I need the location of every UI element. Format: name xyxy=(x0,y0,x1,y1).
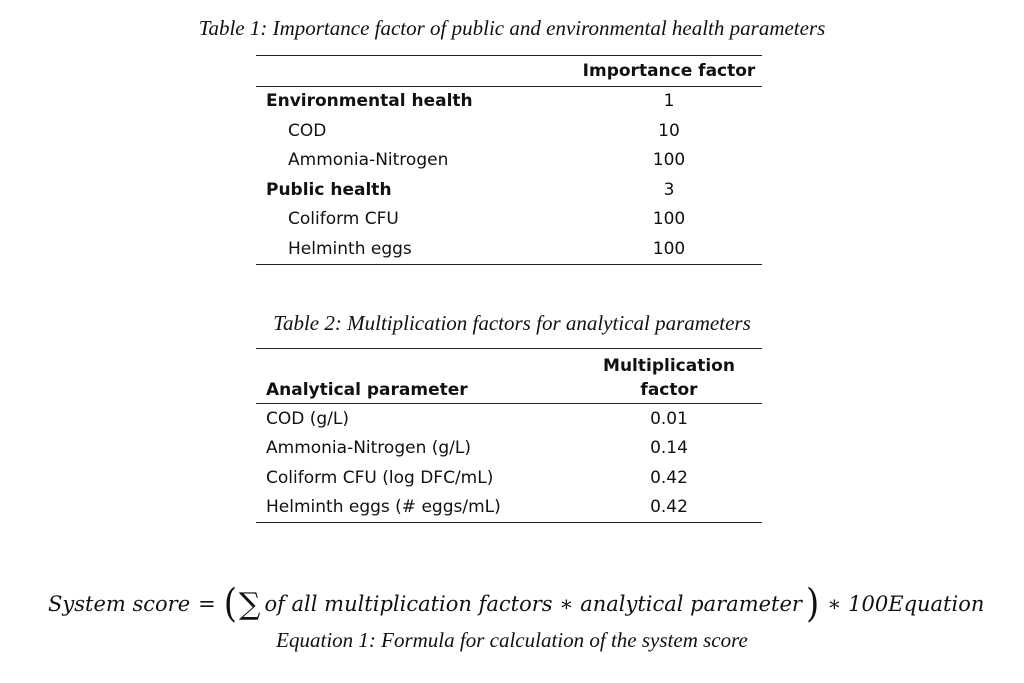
open-paren: ( xyxy=(223,581,238,627)
table-row xyxy=(256,205,762,235)
table-row xyxy=(256,116,762,146)
header-importance-factor: Importance factor xyxy=(582,60,756,81)
header-label-cell xyxy=(256,56,576,87)
multiplication-factor-table xyxy=(256,348,762,523)
header-factor: factor xyxy=(640,379,698,400)
row-value: 3 xyxy=(663,179,675,200)
equals-sign: = xyxy=(198,592,216,616)
header-multiplication: Multiplication xyxy=(603,356,735,376)
system-score-equation xyxy=(48,582,984,626)
row-label: Helminth eggs xyxy=(288,238,412,259)
row-label: Coliform CFU (log DFC/mL) xyxy=(266,467,494,488)
row-value: 100 xyxy=(652,209,686,230)
table-row xyxy=(256,463,762,493)
table-header-row xyxy=(256,56,762,87)
row-value: 100 xyxy=(652,238,686,259)
table-row xyxy=(256,493,762,523)
row-label: Helminth eggs (# eggs/mL) xyxy=(266,497,501,518)
table-row xyxy=(256,175,762,205)
row-label: COD xyxy=(288,120,327,141)
row-label: Public health xyxy=(266,179,392,200)
table-row xyxy=(256,404,762,434)
importance-factor-table xyxy=(256,55,762,265)
table1-caption: Table 1: Importance factor of public and environmental health parameters xyxy=(198,16,826,40)
row-label: COD (g/L) xyxy=(266,408,349,429)
table-row xyxy=(256,146,762,176)
row-label: Ammonia-Nitrogen xyxy=(288,150,449,171)
table-row xyxy=(256,86,762,116)
row-value: 0.14 xyxy=(650,438,688,459)
row-label: Environmental health xyxy=(266,91,473,112)
table-header-row xyxy=(256,376,762,404)
table2-caption: Table 2: Multiplication factors for analytical parameters xyxy=(273,311,751,335)
row-label: Ammonia-Nitrogen (g/L) xyxy=(266,438,472,459)
row-value: 10 xyxy=(658,120,680,141)
equation-lhs: System score xyxy=(48,592,191,616)
row-value: 0.42 xyxy=(650,467,688,488)
row-label: Coliform CFU xyxy=(288,209,399,230)
equation-rhs: ∗ 100Equation xyxy=(827,592,985,616)
header-spacer xyxy=(256,349,576,377)
sum-symbol: ∑ xyxy=(239,586,261,622)
table-row xyxy=(256,234,762,264)
equation-caption: Equation 1: Formula for calculation of the system score xyxy=(276,628,748,652)
equation-body: of all multiplication factors ∗ analytical parameter xyxy=(264,592,802,616)
row-value: 0.01 xyxy=(650,408,688,429)
row-value: 0.42 xyxy=(650,497,688,518)
table-header-row xyxy=(256,349,762,377)
row-value: 100 xyxy=(652,150,686,171)
close-paren: ) xyxy=(805,581,820,627)
row-value: 1 xyxy=(663,91,675,112)
table-row xyxy=(256,434,762,464)
header-analytical-parameter: Analytical parameter xyxy=(266,379,468,400)
